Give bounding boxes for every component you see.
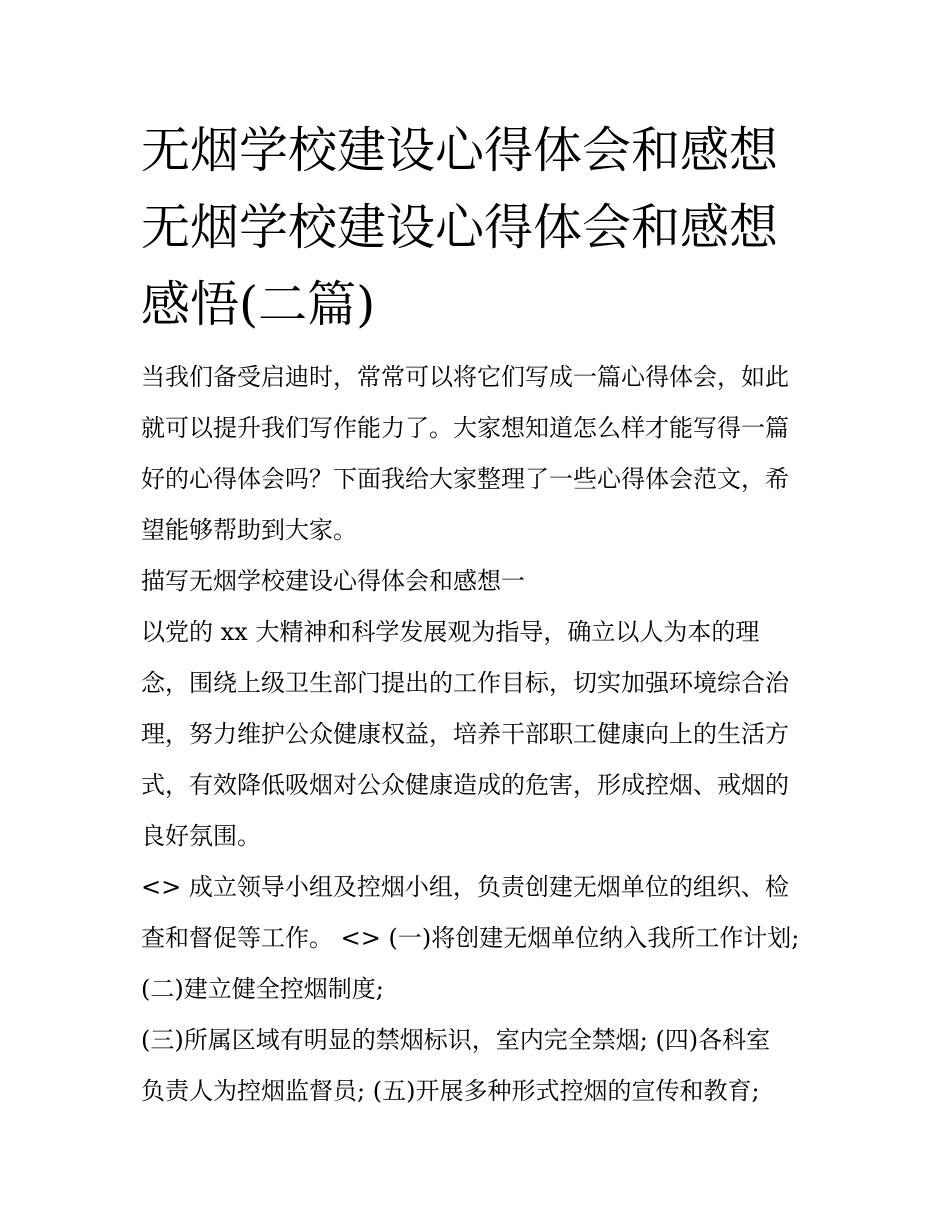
title-line: 无烟学校建设心得体会和感想 [141,122,779,179]
paragraph-line: 好的心得体会吗？下面我给大家整理了一些心得体会范文，希 [141,465,789,493]
document-body [141,352,831,1117]
title-line: 感悟(二篇) [141,276,376,333]
paragraph-line: 负责人为控烟监督员; (五)开展多种形式控烟的宣传和教育; [141,1077,760,1105]
section-heading: 描写无烟学校建设心得体会和感想一 [141,567,525,595]
paragraph-line: 良好氛围。 [141,822,261,850]
paragraph-line: (二)建立健全控烟制度; [141,975,384,1003]
paragraph-line: 式，有效降低吸烟对公众健康造成的危害，形成控烟、戒烟的 [141,771,789,799]
paragraph-line: 就可以提升我们写作能力了。大家想知道怎么样才能写得一篇 [141,414,789,442]
paragraph-line: 望能够帮助到大家。 [141,516,357,544]
paragraph-line: (三)所属区域有明显的禁烟标识，室内完全禁烟; (四)各科室 [141,1026,771,1054]
paragraph-line: <> 成立领导小组及控烟小组，负责创建无烟单位的组织、检 [141,873,789,901]
paragraph-line: 理，努力维护公众健康权益，培养干部职工健康向上的生活方 [141,720,789,748]
paragraph-line: 查和督促等工作。 <> (一)将创建无烟单位纳入我所工作计划; [141,924,800,952]
paragraph-line: 以党的 xx 大精神和科学发展观为指导，确立以人为本的理 [141,618,760,646]
document-title [141,112,821,343]
paragraph-line: 当我们备受启迪时，常常可以将它们写成一篇心得体会，如此 [141,363,789,391]
paragraph-line: 念，围绕上级卫生部门提出的工作目标，切实加强环境综合治 [141,669,789,697]
title-line: 无烟学校建设心得体会和感想 [141,199,779,256]
